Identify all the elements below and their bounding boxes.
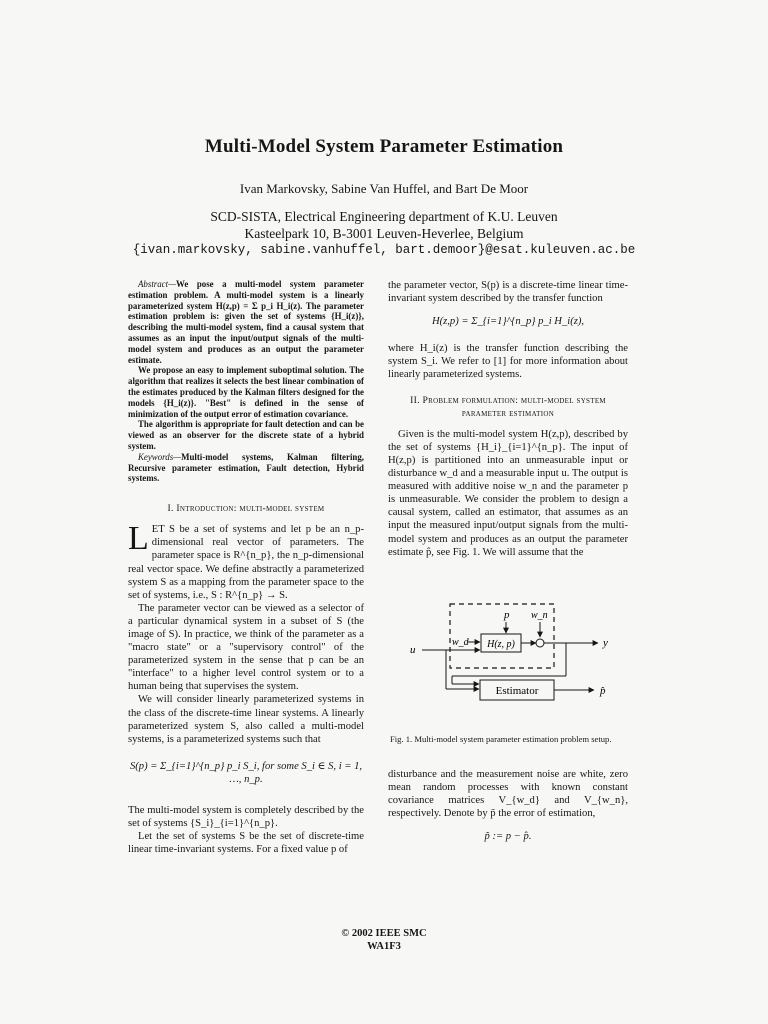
left-column bbox=[128, 279, 364, 856]
section1-p4: The multi-model system is completely described by the set of systems {S_i}_{i=1}^{n_p}. bbox=[128, 805, 364, 830]
right-column-bottom bbox=[388, 768, 628, 843]
figure-caption: Fig. 1. Multi-model system parameter estimation problem setup. bbox=[390, 734, 612, 744]
label-wn: w_n bbox=[531, 610, 548, 621]
abstract-p3: The algorithm is appropriate for fault detection and can be viewed as an observer for the discrete state of a hybrid system. bbox=[128, 419, 364, 451]
section1-p1: ET S be a set of systems and let p be an n_p-dimensional real vector of parameters. The parameter space is R^{n_p}, the n_p-dimensional real vector space. We define abstractly a parameterized system S as a mapping from the parameter space to the set of systems, i.e., S : R^{n_p} → S. bbox=[128, 524, 364, 601]
section1-heading: I. Introduction: multi-model system bbox=[167, 503, 325, 515]
affiliation-email: {ivan.markovsky, sabine.vanhuffel, bart.demoor}@esat.kuleuven.ac.be bbox=[132, 243, 636, 257]
label-u: u bbox=[410, 644, 416, 656]
abstract-p1: We pose a multi-model system parameter estimation problem. A multi-model system is a linearly parameterized system H(z,p) = Σ p_i H_i(z). The parameter estimation problem is: given the set of systems {H_i(z)}, describing the multi-model system, find a causal system that assumes as an input the input/output signals of the multi-model system and produces as an output the parameter estimate. bbox=[128, 279, 364, 365]
abstract bbox=[128, 279, 364, 484]
keywords-label: Keywords— bbox=[138, 451, 182, 462]
right-p3: Given is the multi-model system H(z,p), described by the set of systems {H_i}_{i=1}^{n_p}. The input of H(z,p) is partitioned into an unmeasurable input or disturbance w_d and a measurable input u. The output is measured with additive noise w_n and the parameter p is unmeasurable. We consider the problem to design a causal system, called an estimator, that assumes as an input the measured input/output signals from the multi-model system and produces as an output the parameter estimate p̂, see Fig. 1. We will assume that the bbox=[388, 428, 628, 558]
paper-title: Multi-Model System Parameter Estimation bbox=[204, 136, 564, 157]
summing-node bbox=[536, 639, 544, 647]
right-p1: the parameter vector, S(p) is a discrete-time linear time-invariant system described by the transfer function bbox=[388, 280, 628, 305]
abstract-label: Abstract— bbox=[138, 279, 176, 289]
affiliation-line1: SCD-SISTA, Electrical Engineering department of K.U. Leuven bbox=[210, 209, 558, 224]
section1-p2: The parameter vector can be viewed as a selector of a particular dynamical system in a subset of S (the image of S). In practice, we think of the parameter as a "macro state" or a "supervisory control" of the parameterized system in the sense that p can be an "interface" to a higher level control system or to a human being that supervises the system. bbox=[128, 602, 364, 693]
right-column bbox=[388, 279, 628, 559]
label-y: y bbox=[603, 637, 608, 649]
keywords: Multi-model systems, Kalman filtering, Recursive parameter estimation, Fault detection, Hybrid systems. bbox=[128, 451, 364, 484]
dropcap: L bbox=[128, 520, 149, 558]
figure-1-block-diagram bbox=[388, 596, 628, 736]
equation-multimodel: S(p) = Σ_{i=1}^{n_p} p_i S_i, for some S_i ∈ S, i = 1, …, n_p. bbox=[129, 760, 363, 785]
affiliation bbox=[0, 208, 768, 259]
abstract-p2: We propose an easy to implement suboptimal solution. The algorithm that realizes it selects the best linear combination of the estimates produced by the Kalman filters designed for the models {H_i(z)}. "Best" is defined in the sense of minimization of the output error of estimation covariance. bbox=[128, 365, 364, 419]
label-hz: H(z, p) bbox=[487, 639, 515, 650]
section1-p3: We will consider linearly parameterized systems in the class of the discrete-time linear systems. A linearly parameterized system S, also called a multi-model systems, is a parameterized systems such that bbox=[128, 694, 364, 745]
equation-transfer: H(z,p) = Σ_{i=1}^{n_p} p_i H_i(z), bbox=[431, 316, 585, 328]
label-phat: p̂ bbox=[600, 685, 606, 697]
label-estimator: Estimator bbox=[495, 685, 539, 697]
affiliation-line2: Kasteelpark 10, B-3001 Leuven-Heverlee, Belgium bbox=[244, 226, 524, 241]
right-p2: where H_i(z) is the transfer function describing the system S_i. We refer to [1] for more information about linearly parameterized systems. bbox=[388, 343, 628, 381]
label-p: p bbox=[504, 609, 510, 621]
authors: Ivan Markovsky, Sabine Van Huffel, and Bart De Moor bbox=[239, 181, 529, 196]
section1-p5: Let the set of systems S be the set of discrete-time linear time-invariant systems. For a fixed value p of bbox=[128, 831, 364, 856]
equation-error: p̃ := p − p̂. bbox=[484, 831, 532, 843]
right-p4: disturbance and the measurement noise are white, zero mean random processes with known constant covariance matrices V_{w_d} and V_{w_n}, respectively. Denote by p̃ the error of estimation, bbox=[388, 769, 628, 820]
footer-code: WA1F3 bbox=[367, 941, 401, 952]
section2-heading: II. Problem formulation: multi-model system parameter estimation bbox=[410, 394, 606, 419]
footer bbox=[0, 927, 768, 953]
footer-copyright: © 2002 IEEE SMC bbox=[341, 928, 427, 939]
label-wd: w_d bbox=[452, 637, 469, 648]
